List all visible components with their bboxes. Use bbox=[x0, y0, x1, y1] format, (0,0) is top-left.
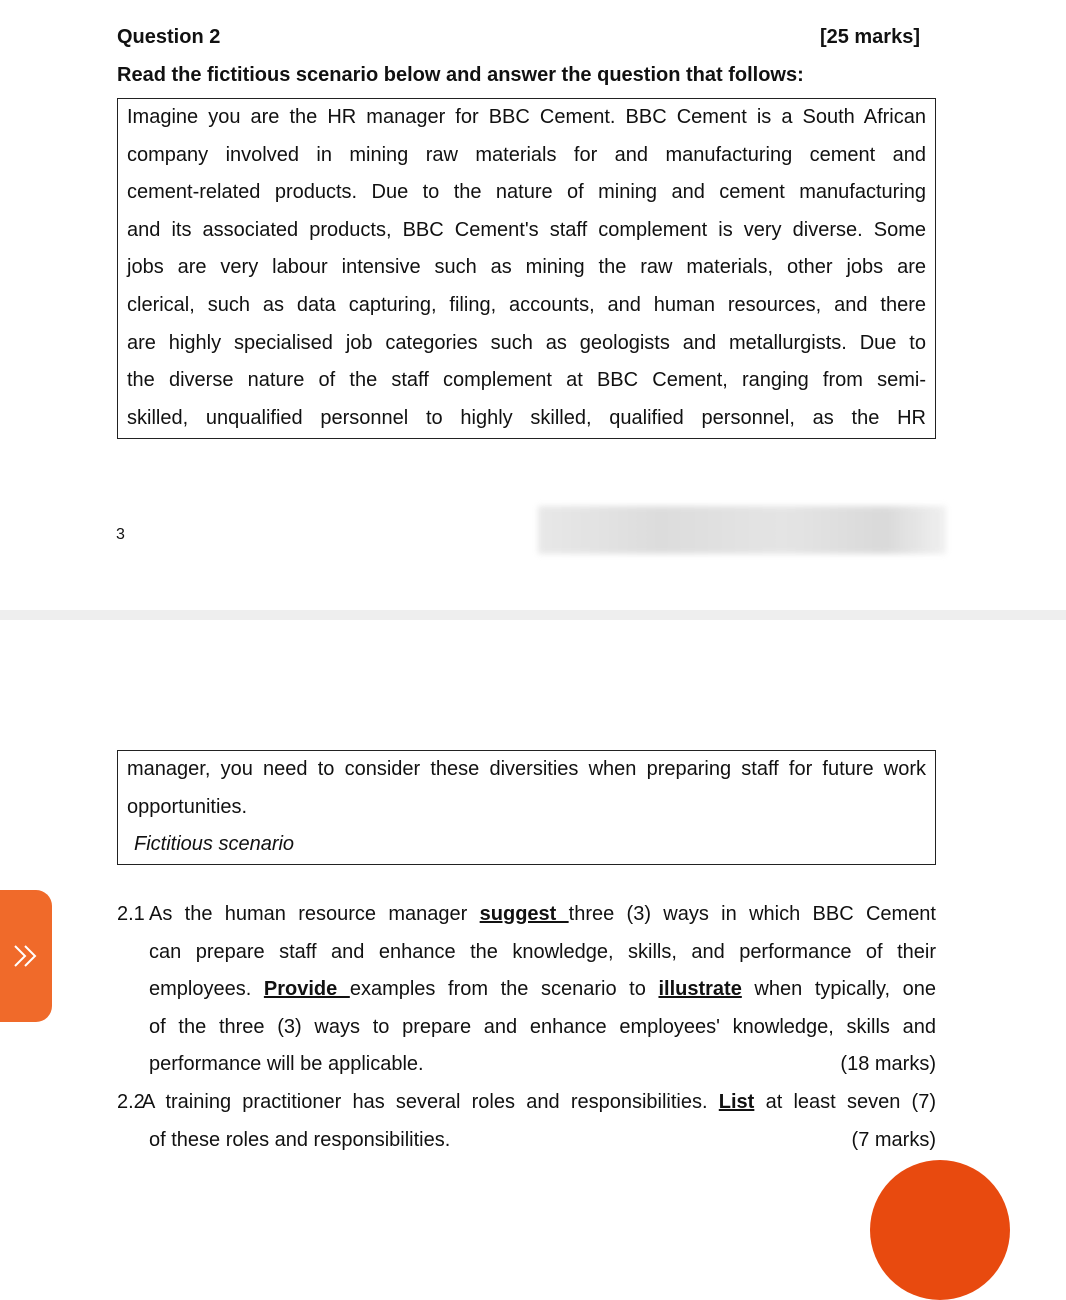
scenario-box-continued bbox=[117, 750, 936, 865]
scenario-line: company involved in mining raw materials for and manufacturing cement and bbox=[127, 143, 926, 166]
scenario-line: cement-related products. Due to the nature of mining and cement manufacturing bbox=[127, 181, 926, 204]
item-marks: (18 marks) bbox=[840, 1053, 936, 1076]
page-separator bbox=[0, 610, 1066, 620]
item-line: can prepare staff and enhance the knowledge, skills, and performance of their bbox=[149, 940, 936, 963]
question-instruction: Read the fictitious scenario below and answer the question that follows: bbox=[117, 64, 804, 86]
item-line: As the human resource manager suggest three (3) ways in which BBC Cement bbox=[149, 903, 936, 925]
question-2-2 bbox=[117, 1084, 936, 1159]
keyword-suggest: suggest bbox=[479, 903, 569, 925]
question-2-1 bbox=[117, 896, 936, 1084]
scenario-line: and its associated products, BBC Cement's staff complement is very diverse. Some bbox=[127, 218, 926, 241]
scenario-line: are highly specialised job categories such as geologists and metallurgists. Due to bbox=[127, 331, 926, 354]
question-marks: [25 marks] bbox=[819, 26, 920, 48]
page-2 bbox=[0, 620, 1066, 1184]
scenario-line: opportunities. bbox=[127, 795, 248, 818]
item-number: 2.2 bbox=[117, 1091, 145, 1113]
keyword-provide: Provide bbox=[263, 978, 350, 1001]
scenario-line: jobs are very labour intensive such as mining the raw materials, other jobs are bbox=[127, 256, 926, 279]
double-chevron-right-icon bbox=[11, 943, 41, 969]
redacted-footer bbox=[538, 506, 946, 554]
item-number: 2.1 bbox=[117, 903, 145, 925]
side-expand-tab[interactable] bbox=[0, 890, 52, 1022]
keyword-list: List bbox=[718, 1091, 755, 1113]
scenario-line: skilled, unqualified personnel to highly skilled, qualified personnel, as the HR bbox=[127, 406, 926, 429]
item-line: employees. Provide examples from the scenario to illustrate when typically, one bbox=[149, 978, 936, 1001]
keyword-illustrate: illustrate bbox=[658, 978, 742, 1001]
item-line: A training practitioner has several roles and responsibilities. List at least seven (7) bbox=[142, 1091, 937, 1113]
page-1 bbox=[0, 0, 1066, 610]
page-number: 3 bbox=[116, 526, 125, 543]
item-line: performance will be applicable. (18 marks) bbox=[149, 1046, 936, 1084]
scenario-line: clerical, such as data capturing, filing, accounts, and human resources, and there bbox=[127, 293, 926, 316]
scenario-line: Imagine you are the HR manager for BBC Cement. BBC Cement is a South African bbox=[127, 106, 926, 128]
question-title: Question 2 bbox=[117, 26, 221, 48]
item-line: of these roles and responsibilities. (7 marks) bbox=[149, 1122, 936, 1160]
floating-action-button[interactable] bbox=[870, 1160, 1010, 1300]
scenario-line: manager, you need to consider these diversities when preparing staff for future work bbox=[127, 758, 926, 780]
item-marks: (7 marks) bbox=[851, 1128, 936, 1151]
scenario-caption: Fictitious scenario bbox=[134, 833, 295, 856]
scenario-line: the diverse nature of the staff complement at BBC Cement, ranging from semi- bbox=[127, 369, 926, 392]
scenario-box bbox=[117, 98, 936, 439]
item-line: of the three (3) ways to prepare and enhance employees' knowledge, skills and bbox=[149, 1015, 936, 1038]
